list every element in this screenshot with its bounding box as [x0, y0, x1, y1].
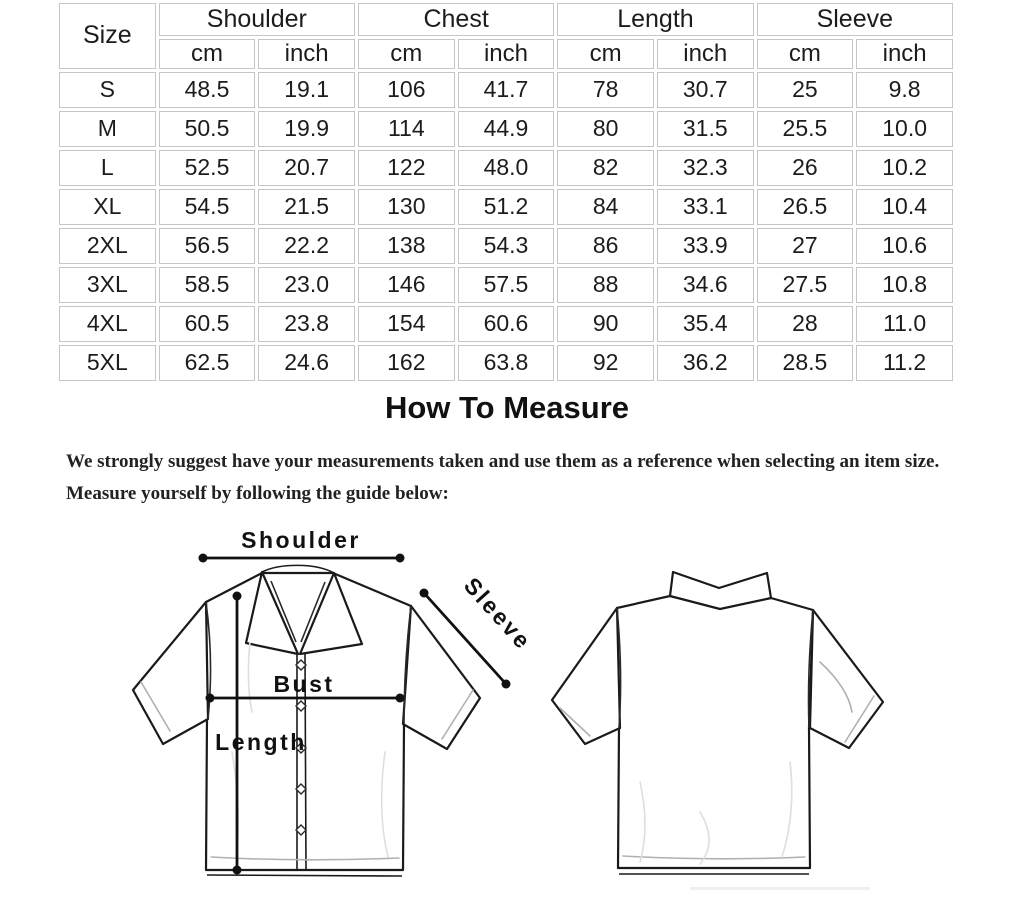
unit-cell-inch: inch [657, 39, 754, 69]
size-cell: M [59, 111, 156, 147]
value-cell: 52.5 [159, 150, 256, 186]
value-cell: 20.7 [258, 150, 355, 186]
value-cell: 154 [358, 306, 455, 342]
size-cell: S [59, 72, 156, 108]
value-cell: 10.2 [856, 150, 953, 186]
bust-dot-left [206, 694, 215, 703]
value-cell: 62.5 [159, 345, 256, 381]
value-cell: 54.3 [458, 228, 555, 264]
value-cell: 88 [557, 267, 654, 303]
measure-intro [66, 446, 966, 510]
table-unit-header-row [59, 39, 953, 69]
sleeve-dot-bottom [502, 680, 511, 689]
value-cell: 22.2 [258, 228, 355, 264]
value-cell: 54.5 [159, 189, 256, 225]
table-row [59, 345, 953, 381]
value-cell: 60.5 [159, 306, 256, 342]
value-cell: 34.6 [657, 267, 754, 303]
unit-cell-cm: cm [358, 39, 455, 69]
table-row [59, 267, 953, 303]
back-shirt-diagram [552, 572, 883, 890]
value-cell: 11.0 [856, 306, 953, 342]
value-cell: 9.8 [856, 72, 953, 108]
measure-diagram [0, 512, 1024, 898]
table-row [59, 306, 953, 342]
size-cell: 5XL [59, 345, 156, 381]
value-cell: 146 [358, 267, 455, 303]
length-dot-bottom [233, 866, 242, 875]
value-cell: 162 [358, 345, 455, 381]
value-cell: 44.9 [458, 111, 555, 147]
size-chart-table [56, 0, 956, 384]
table-row [59, 111, 953, 147]
value-cell: 41.7 [458, 72, 555, 108]
value-cell: 28 [757, 306, 854, 342]
value-cell: 80 [557, 111, 654, 147]
table-row [59, 189, 953, 225]
back-shirt-left-sleeve [552, 608, 620, 744]
value-cell: 48.5 [159, 72, 256, 108]
value-cell: 35.4 [657, 306, 754, 342]
value-cell: 31.5 [657, 111, 754, 147]
value-cell: 33.1 [657, 189, 754, 225]
value-cell: 63.8 [458, 345, 555, 381]
size-cell: XL [59, 189, 156, 225]
value-cell: 60.6 [458, 306, 555, 342]
size-column-header: Size [59, 3, 156, 69]
value-cell: 33.9 [657, 228, 754, 264]
length-dot-top [233, 592, 242, 601]
front-shirt-right-sleeve [403, 606, 480, 749]
value-cell: 10.0 [856, 111, 953, 147]
back-shirt-shadow [690, 887, 870, 890]
value-cell: 24.6 [258, 345, 355, 381]
bust-label: Bust [273, 671, 335, 697]
value-cell: 122 [358, 150, 455, 186]
value-cell: 25 [757, 72, 854, 108]
value-cell: 32.3 [657, 150, 754, 186]
length-group-header: Length [557, 3, 753, 36]
unit-cell-cm: cm [159, 39, 256, 69]
value-cell: 92 [557, 345, 654, 381]
front-hem-double-line [207, 875, 402, 876]
value-cell: 130 [358, 189, 455, 225]
value-cell: 56.5 [159, 228, 256, 264]
value-cell: 10.4 [856, 189, 953, 225]
value-cell: 58.5 [159, 267, 256, 303]
value-cell: 23.0 [258, 267, 355, 303]
size-table-body [59, 72, 953, 381]
value-cell: 50.5 [159, 111, 256, 147]
table-row [59, 150, 953, 186]
value-cell: 90 [557, 306, 654, 342]
value-cell: 27 [757, 228, 854, 264]
sleeve-label: Sleeve [458, 572, 538, 656]
shoulder-group-header: Shoulder [159, 3, 355, 36]
value-cell: 11.2 [856, 345, 953, 381]
unit-cell-cm: cm [557, 39, 654, 69]
how-to-measure-heading: How To Measure [384, 390, 630, 425]
sleeve-group-header: Sleeve [757, 3, 953, 36]
unit-cell-inch: inch [856, 39, 953, 69]
value-cell: 25.5 [757, 111, 854, 147]
shoulder-label: Shoulder [241, 527, 361, 553]
value-cell: 10.8 [856, 267, 953, 303]
value-cell: 26 [757, 150, 854, 186]
shirt-diagram-svg [0, 512, 1024, 898]
value-cell: 138 [358, 228, 455, 264]
front-shirt-collar-top [262, 565, 334, 573]
chest-group-header: Chest [358, 3, 554, 36]
table-group-header-row [59, 3, 953, 36]
value-cell: 51.2 [458, 189, 555, 225]
shoulder-dot-left [199, 554, 208, 563]
value-cell: 114 [358, 111, 455, 147]
value-cell: 106 [358, 72, 455, 108]
sleeve-dot-top [420, 589, 429, 598]
unit-cell-cm: cm [757, 39, 854, 69]
value-cell: 19.1 [258, 72, 355, 108]
size-cell: L [59, 150, 156, 186]
size-cell: 3XL [59, 267, 156, 303]
unit-cell-inch: inch [458, 39, 555, 69]
back-shirt-body [617, 596, 813, 868]
length-label: Length [215, 729, 307, 755]
size-cell: 2XL [59, 228, 156, 264]
size-cell: 4XL [59, 306, 156, 342]
front-shirt-diagram [133, 565, 480, 876]
table-row [59, 228, 953, 264]
value-cell: 30.7 [657, 72, 754, 108]
bust-dot-right [396, 694, 405, 703]
value-cell: 48.0 [458, 150, 555, 186]
value-cell: 78 [557, 72, 654, 108]
front-shirt-left-sleeve [133, 602, 208, 744]
value-cell: 23.8 [258, 306, 355, 342]
shoulder-dot-right [396, 554, 405, 563]
value-cell: 28.5 [757, 345, 854, 381]
value-cell: 21.5 [258, 189, 355, 225]
value-cell: 19.9 [258, 111, 355, 147]
value-cell: 82 [557, 150, 654, 186]
value-cell: 36.2 [657, 345, 754, 381]
value-cell: 27.5 [757, 267, 854, 303]
unit-cell-inch: inch [258, 39, 355, 69]
back-shirt-right-sleeve [810, 610, 883, 748]
value-cell: 86 [557, 228, 654, 264]
table-row [59, 72, 953, 108]
value-cell: 57.5 [458, 267, 555, 303]
intro-line-2: Measure yourself by following the guide below: [66, 483, 449, 504]
value-cell: 26.5 [757, 189, 854, 225]
value-cell: 84 [557, 189, 654, 225]
intro-line-1: We strongly suggest have your measurements taken and use them as a reference when selecting an item size. [66, 451, 940, 472]
value-cell: 10.6 [856, 228, 953, 264]
